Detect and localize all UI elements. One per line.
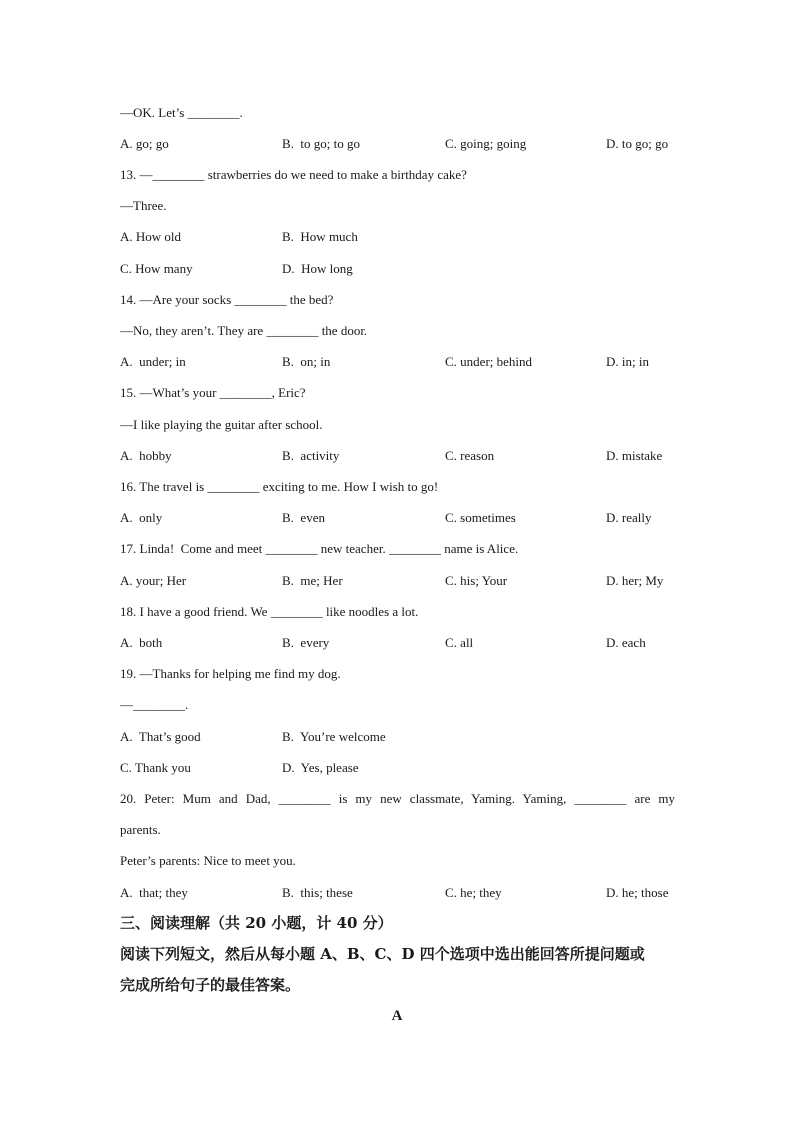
q18-option-c: C. all <box>445 635 474 650</box>
q20-option-d: D. he; those <box>606 885 669 900</box>
q19-option-b: B. You’re welcome <box>282 729 386 744</box>
q18-option-a: A. both <box>120 635 163 650</box>
q15-option-d: D. mistake <box>606 448 663 463</box>
q14-options <box>120 353 680 371</box>
q18-options <box>120 634 680 652</box>
q14-question: 14. —Are your socks ________ the bed? <box>120 292 334 307</box>
q12-option-c: C. going; going <box>445 136 527 151</box>
q16-option-d: D. really <box>606 510 652 525</box>
q13-option-b: B. How much <box>282 229 358 244</box>
passage-label: A <box>391 1008 403 1024</box>
q15-option-a: A. hobby <box>120 448 172 463</box>
q20-option-a: A. that; they <box>120 885 188 900</box>
q19-options-row2 <box>120 759 680 777</box>
q12-answer-line: —OK. Let’s ________. <box>120 105 243 120</box>
q17-option-d: D. her; My <box>606 573 664 588</box>
q15-question: 15. —What’s your ________, Eric? <box>120 385 306 400</box>
q13-options-row1 <box>120 228 680 246</box>
q19-question: 19. —Thanks for helping me find my dog. <box>120 666 341 681</box>
q18-question: 18. I have a good friend. We ________ like noodles a lot. <box>120 604 419 619</box>
q17-option-c: C. his; Your <box>445 573 508 588</box>
q19-options-row1 <box>120 728 680 746</box>
q16-option-b: B. even <box>282 510 325 525</box>
q12-options <box>120 135 680 153</box>
q15-options <box>120 447 680 465</box>
q14-option-a: A. under; in <box>120 354 186 369</box>
q19-option-a: A. That’s good <box>120 729 201 744</box>
q13-option-c: C. How many <box>120 261 193 276</box>
q16-options <box>120 509 680 527</box>
q20-continuation: parents. <box>120 822 161 837</box>
q14-option-b: B. on; in <box>282 354 331 369</box>
q12-option-a: A. go; go <box>120 136 169 151</box>
q20-option-c: C. he; they <box>445 885 502 900</box>
q16-question: 16. The travel is ________ exciting to me. How I wish to go! <box>120 479 439 494</box>
q17-option-a: A. your; Her <box>120 573 187 588</box>
q16-option-c: C. sometimes <box>445 510 516 525</box>
section-title: 三、阅读理解（共 20 小题，计 40 分） <box>120 914 393 932</box>
q12-option-b: B. to go; to go <box>282 136 361 151</box>
q20-question: 20. Peter: Mum and Dad, ________ is my new classmate, Yaming. Yaming, ________ are my <box>120 791 675 806</box>
q13-option-a: A. How old <box>120 229 182 244</box>
q19-option-d: D. Yes, please <box>282 760 359 775</box>
q18-option-d: D. each <box>606 635 646 650</box>
q17-options <box>120 572 680 590</box>
q18-option-b: B. every <box>282 635 330 650</box>
q15-option-c: C. reason <box>445 448 495 463</box>
q19-reply: —________. <box>120 697 189 712</box>
q14-reply: —No, they aren’t. They are ________ the door. <box>120 323 368 338</box>
q20-options <box>120 884 680 902</box>
q13-options-row2 <box>120 260 680 278</box>
q15-reply: —I like playing the guitar after school. <box>120 417 323 432</box>
q20-option-b: B. this; these <box>282 885 353 900</box>
q20-reply: Peter’s parents: Nice to meet you. <box>120 853 296 868</box>
instruction-line-1: 阅读下列短文，然后从每小题 A、B、C、D 四个选项中选出能回答所提问题或 <box>120 945 645 963</box>
q12-option-d: D. to go; go <box>606 136 669 151</box>
q19-option-c: C. Thank you <box>120 760 191 775</box>
q16-option-a: A. only <box>120 510 163 525</box>
q15-option-b: B. activity <box>282 448 340 463</box>
instruction-line-2: 完成所给句子的最佳答案。 <box>120 976 301 994</box>
q14-option-c: C. under; behind <box>445 354 533 369</box>
q13-question: 13. —________ strawberries do we need to make a birthday cake? <box>120 167 467 182</box>
q17-option-b: B. me; Her <box>282 573 343 588</box>
q13-option-d: D. How long <box>282 261 353 276</box>
q14-option-d: D. in; in <box>606 354 649 369</box>
q13-reply: —Three. <box>120 198 167 213</box>
q17-question: 17. Linda! Come and meet ________ new teacher. ________ name is Alice. <box>120 541 519 556</box>
